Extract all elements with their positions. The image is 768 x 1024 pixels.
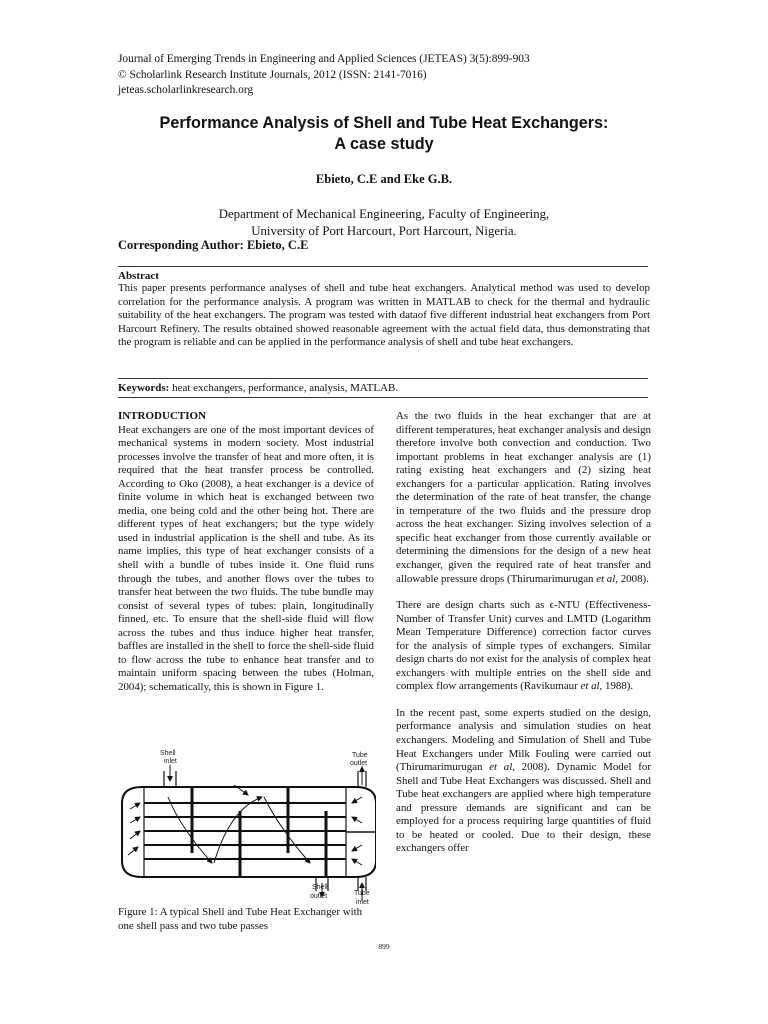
- paragraph-text: , 2008). Dynamic Model for Shell and Tube Heat Exchangers was discussed. Shell and Tube heat exchangers are applied where high temperature and pressure demands are significant and can be employed for a process requiring large quantities of fluid to be heated or cooled. Due to their design, these exchangers offer: [396, 761, 651, 855]
- keywords-text: heat exchangers, performance, analysis, MATLAB.: [172, 382, 399, 394]
- paragraph-text: , 2008).: [615, 572, 649, 585]
- abstract-body: This paper presents performance analyses of shell and tube heat exchangers. Analytical method was used to develop correlation for the performance analysis. A program was written in MATLAB to check for the thermal and hydraulic suitability of the heat exchangers. The program was tested with dataof five different industrial heat exchangers from Port Harcourt Refinery. The results obtained showed reasonable agreement with the actual field data, thus demonstrating that the program is reliable and can be applied in the performance analysis of shell and tube heat exchangers.: [118, 282, 650, 349]
- paragraph-text: In the recent past, some experts studied on the design, performance analysis and simulation studies on heat exchangers. Modeling and Simulation of Shell and Tube Heat Exchangers under Milk Fouling were carried out (Thirumarimurugan: [396, 706, 651, 774]
- divider-bottom: [118, 397, 648, 398]
- paper-title: [0, 113, 768, 155]
- affiliation-line-1: Department of Mechanical Engineering, Faculty of Engineering,: [218, 207, 550, 221]
- title-line-1: Performance Analysis of Shell and Tube Heat Exchangers:: [159, 114, 609, 132]
- shell-inlet-label-1: Shell: [160, 750, 176, 757]
- et-al-citation: et al: [580, 680, 600, 693]
- paragraph-text: As the two fluids in the heat exchanger that are at different temperatures, heat exchanger analysis and design therefore involve both convection and conduction. Two important problems in heat exchanger analysis are (1) rating existing heat exchangers and (2) sizing heat exchangers for a particular application. Rating involves the determination of the rate of heat transfer, the change in temperature of the two fluids and the pressure drop across the heat exchanger. Sizing involves selection of a specific heat exchanger from those currently available or determining the dimensions for the design of a new heat exchanger, given the required rate of heat transfer and allowable pressure drops (Thirumarimurugan: [396, 410, 651, 585]
- copyright-line: © Scholarlink Research Institute Journals, 2012 (ISSN: 2141-7016): [118, 68, 427, 81]
- keywords-label: Keywords:: [118, 382, 170, 394]
- affiliation-line-2: University of Port Harcourt, Port Harcourt, Nigeria.: [251, 223, 517, 238]
- right-paragraph-1: [396, 410, 651, 586]
- journal-header: [118, 52, 530, 99]
- shell-outlet-label-2: outlet: [310, 893, 328, 900]
- journal-website: jeteas.scholarlinkresearch.org: [118, 84, 254, 96]
- corresponding-author: Corresponding Author: Ebieto, C.E: [118, 238, 309, 252]
- authors: Ebieto, C.E and Eke G.B.: [315, 172, 453, 186]
- tube-inlet-label-1: Tube: [354, 890, 370, 897]
- right-paragraph-2: [396, 599, 651, 694]
- figure-heat-exchanger: [114, 745, 376, 907]
- journal-citation: Journal of Emerging Trends in Engineering and Applied Sciences (JETEAS) 3(5):899-903: [118, 53, 530, 65]
- intro-paragraph-1: Heat exchangers are one of the most important devices of mechanical systems in modern society. Most industrial processes involve the transfer of heat and more often, it is required that the heat transfer process be controlled. According to Oko (2008), a heat exchanger is a device of finite volume in which heat is exchanged between two media, one being cold and the other being hot. There are different types of heat exchangers; but the type widely used in industrial application is the shell and tube. As its name implies, this type of heat exchanger consists of a shell with a bundle of tubes inside it. One fluid runs through the tubes, and another flows over the tubes to transfer heat between the two fluids. The tube bundle may consist of several types of tubes: plain, longitudinally finned, etc. To ensure that the shell-side fluid will flow across the tubes and thus induce higher heat transfer, baffles are installed in the shell to force the shell-side fluid to flow across the tube to enhance heat transfer and to maintain uniform spacing between the tubes (Holman, 2004); schematically, this is shown in Figure 1.: [118, 423, 374, 693]
- et-al-citation: et al: [489, 761, 513, 774]
- paragraph-text: There are design charts such as ϵ-NTU (Effectiveness- Number of Transfer Unit) curves and LMTD (Logarithm Mean Temperature Difference) correction factor curves for the analysis of simple types of exchangers. Similar design charts do not exist for the analysis of complex heat exchangers with multiple entries on the shell side and complex flow arrangements (Ravikumaur: [396, 599, 651, 693]
- affiliation: [0, 206, 768, 239]
- et-al-citation: et al: [596, 572, 616, 585]
- tube-outlet-label-2: outlet: [350, 760, 368, 767]
- figure-caption: Figure 1: A typical Shell and Tube Heat Exchanger with one shell pass and two tube passes: [118, 906, 363, 932]
- divider-middle: [118, 378, 648, 379]
- paragraph-text: , 1988).: [599, 680, 634, 693]
- shell-outlet-label-1: Shell: [312, 884, 328, 891]
- right-paragraph-3: [396, 707, 651, 856]
- page-number: 899: [378, 942, 390, 951]
- shell-inlet-label-2: inlet: [164, 758, 177, 765]
- abstract-heading: Abstract: [118, 270, 159, 282]
- section-heading-introduction: INTRODUCTION: [118, 410, 207, 422]
- tube-outlet-label-1: Tube: [352, 752, 368, 759]
- tube-inlet-label-2: inlet: [356, 899, 369, 906]
- left-column: [118, 410, 374, 694]
- title-line-2: A case study: [334, 135, 434, 153]
- divider-top: [118, 266, 648, 267]
- heat-exchanger-diagram: [114, 745, 376, 907]
- keywords: [118, 382, 398, 394]
- nozzle-arrows: [170, 765, 362, 901]
- right-column: [396, 410, 651, 856]
